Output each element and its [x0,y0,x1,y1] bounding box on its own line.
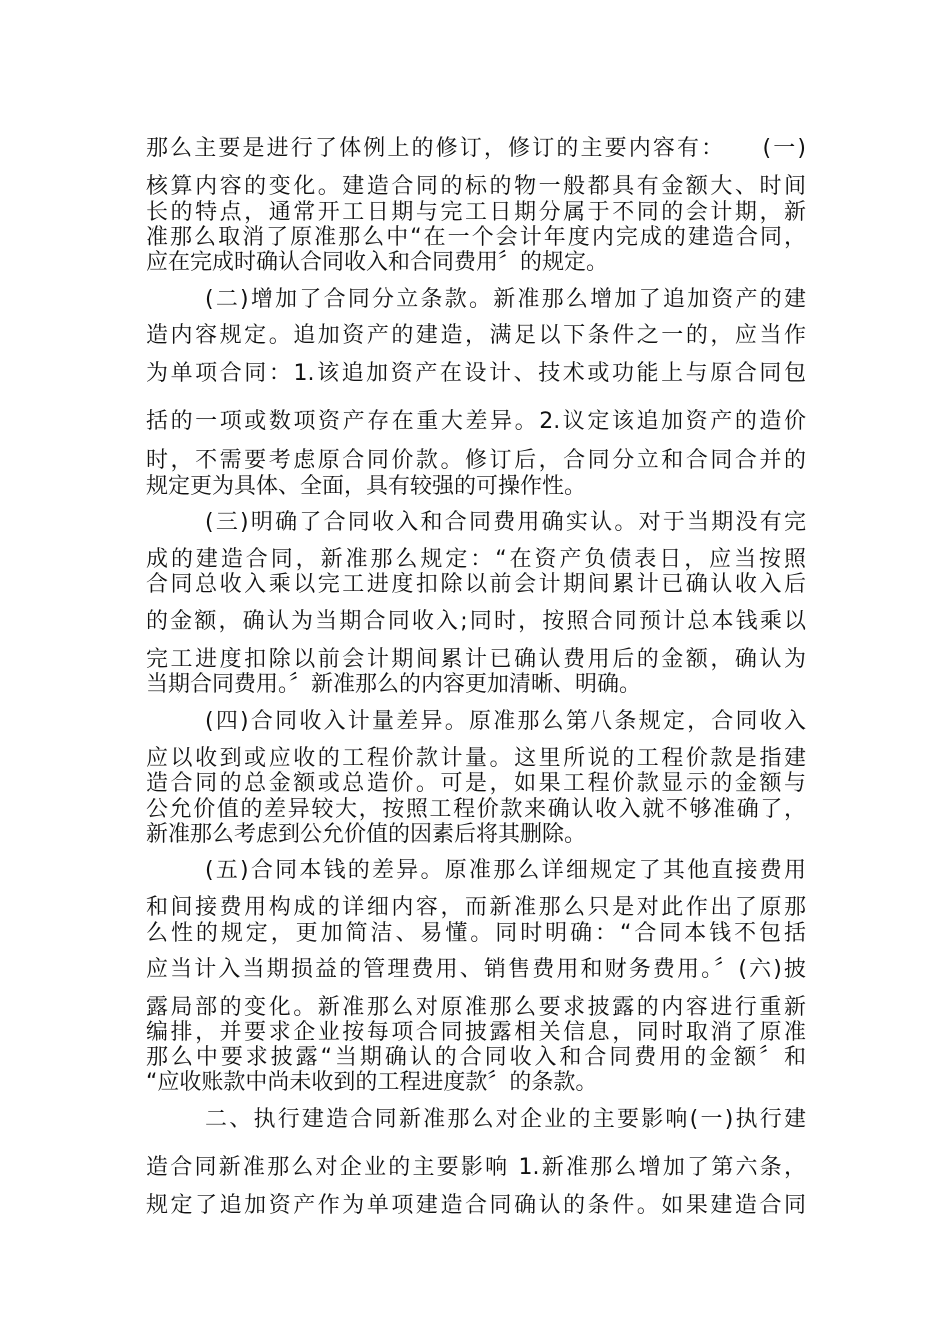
text-line: 编排，并要求企业按每项合同披露相关信息，同时取消了原准 [146,1020,806,1045]
text-line: 和间接费用构成的详细内容，而新准那么只是对此作出了原那 [146,895,806,920]
text-line: 造合同的总金额或总造价。可是，如果工程价款显示的金额与 [146,771,806,796]
text-line: 核算内容的变化。建造合同的标的物一般都具有金额大、时间 [146,174,806,199]
text-line: 长的特点，通常开工日期与完工日期分属于不同的会计期，新 [146,200,806,225]
text-line: (二)增加了合同分立条款。新准那么增加了追加资产的建 [205,287,806,312]
text-line: 新准那么考虑到公允价值的因素后将其删除。 [146,822,587,847]
text-line: (四)合同收入计量差异。原准那么第八条规定，合同收入 [205,709,806,734]
text-line: 时，不需要考虑原合同价款。修订后，合同分立和合同合并的 [146,448,806,473]
text-line: (三)明确了合同收入和合同费用确实认。对于当期没有完 [205,510,806,535]
text-line: 造合同新准那么对企业的主要影响 1.新准那么增加了第六条， [146,1155,806,1180]
text-line: 括的一项或数项资产存在重大差异。2.议定该追加资产的造价 [146,409,806,434]
text-line: 的金额，确认为当期合同收入;同时，按照合同预计总本钱乘以 [146,609,806,634]
text-line: 准那么取消了原准那么中“在一个会计年度内完成的建造合同， [146,225,806,250]
text-line: 那么中要求披露“当期确认的合同收入和合同费用的金额〞和 [146,1045,806,1070]
text-line: 当期合同费用。〞新准那么的内容更加清晰、明确。 [146,672,642,697]
text-line: 为单项合同：1.该追加资产在设计、技术或功能上与原合同包 [146,361,806,386]
text-line: 那么主要是进行了体例上的修订，修订的主要内容有： (一) [146,136,806,161]
text-line: 完工进度扣除以前会计期间累计已确认费用后的金额，确认为 [146,647,806,672]
text-line: 合同总收入乘以完工进度扣除以前会计期间累计已确认收入后 [146,572,806,597]
text-line: 应在完成时确认合同收入和合同费用〞的规定。 [146,250,609,275]
text-line: 造内容规定。追加资产的建造，满足以下条件之一的，应当作 [146,323,806,348]
text-line: (五)合同本钱的差异。原准那么详细规定了其他直接费用 [205,858,806,883]
text-line: 公允价值的差异较大，按照工程价款来确认收入就不够准确了， [146,797,806,822]
text-line: “应收账款中尚未收到的工程进度款〞的条款。 [146,1070,598,1095]
text-line: 么性的规定，更加简洁、易懂。同时明确：“合同本钱不包括 [146,921,806,946]
text-line: 应以收到或应收的工程价款计量。这里所说的工程价款是指建 [146,746,806,771]
text-line: 规定了追加资产作为单项建造合同确认的条件。如果建造合同 [146,1193,806,1218]
text-line: 露局部的变化。新准那么对原准那么要求披露的内容进行重新 [146,995,806,1020]
text-line: 应当计入当期损益的管理费用、销售费用和财务费用。〞(六)披 [146,957,806,982]
text-line: 二、执行建造合同新准那么对企业的主要影响(一)执行建 [205,1107,806,1132]
text-line: 规定更为具体、全面，具有较强的可操作性。 [146,474,587,499]
text-line: 成的建造合同，新准那么规定：“在资产负债表日，应当按照 [146,547,806,572]
